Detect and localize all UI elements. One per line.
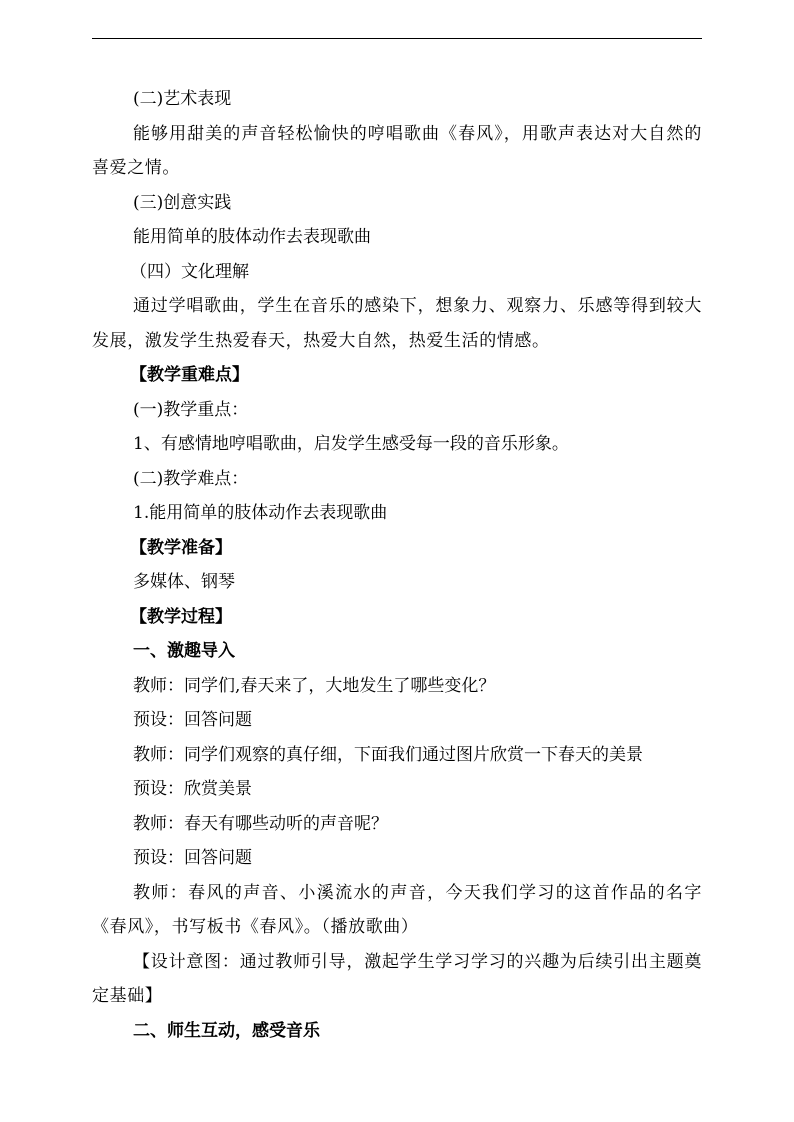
paragraph-art-expression: 能够用甜美的声音轻松愉快的哼唱歌曲《春风》，用歌声表达对大自然的喜爱之情。: [92, 123, 702, 178]
paragraph-cultural-understanding: 通过学唱歌曲，学生在音乐的感染下，想象力、观察力、乐感等得到较大发展，激发学生热爱春天，热爱大自然，热爱生活的情感。: [92, 296, 702, 351]
heading-key-difficulties: 【教学重难点】: [130, 365, 249, 385]
header-rule: [92, 38, 702, 39]
dialogue-line: 教师：同学们,春天来了，大地发生了哪些变化？: [133, 675, 496, 696]
document-body: [92, 82, 702, 1048]
heading-teaching-process: 【教学过程】: [130, 606, 232, 627]
heading-teacher-student-interaction: 二、师生互动，感受音乐: [133, 1020, 320, 1041]
dialogue-line: 教师：春天有哪些动听的声音呢？: [133, 813, 388, 834]
dialogue-line: 预设：欣赏美景: [133, 779, 252, 799]
paragraph-teaching-difficulty: 1.能用简单的肢体动作去表现歌曲: [133, 503, 388, 523]
section-art-expression: (二)艺术表现: [133, 89, 232, 109]
dialogue-paragraph: 教师：春风的声音、小溪流水的声音，今天我们学习的这首作品的名字《春风》，书写板书《春风》。（播放歌曲）: [92, 882, 702, 937]
design-intent-note: 【设计意图：通过教师引导，激起学生学习学习的兴趣为后续引出主题奠定基础】: [92, 951, 702, 1006]
paragraph-teaching-focus: 1、有感情地哼唱歌曲，启发学生感受每一段的音乐形象。: [133, 434, 569, 454]
heading-interest-introduction: 一、激趣导入: [133, 641, 235, 661]
dialogue-line: 预设：回答问题: [133, 710, 252, 730]
heading-teaching-preparation: 【教学准备】: [130, 537, 232, 558]
section-teaching-focus: (一)教学重点：: [133, 399, 249, 420]
paragraph-creative-practice: 能用简单的肢体动作去表现歌曲: [133, 227, 371, 247]
section-creative-practice: (三)创意实践: [133, 192, 232, 213]
paragraph-teaching-preparation: 多媒体、钢琴: [133, 572, 235, 592]
dialogue-line: 预设：回答问题: [133, 848, 252, 868]
section-teaching-difficulty: (二)教学难点：: [133, 468, 249, 489]
dialogue-line: 教师：同学们观察的真仔细，下面我们通过图片欣赏一下春天的美景: [133, 744, 643, 765]
section-cultural-understanding: （四）文化理解: [130, 261, 249, 282]
